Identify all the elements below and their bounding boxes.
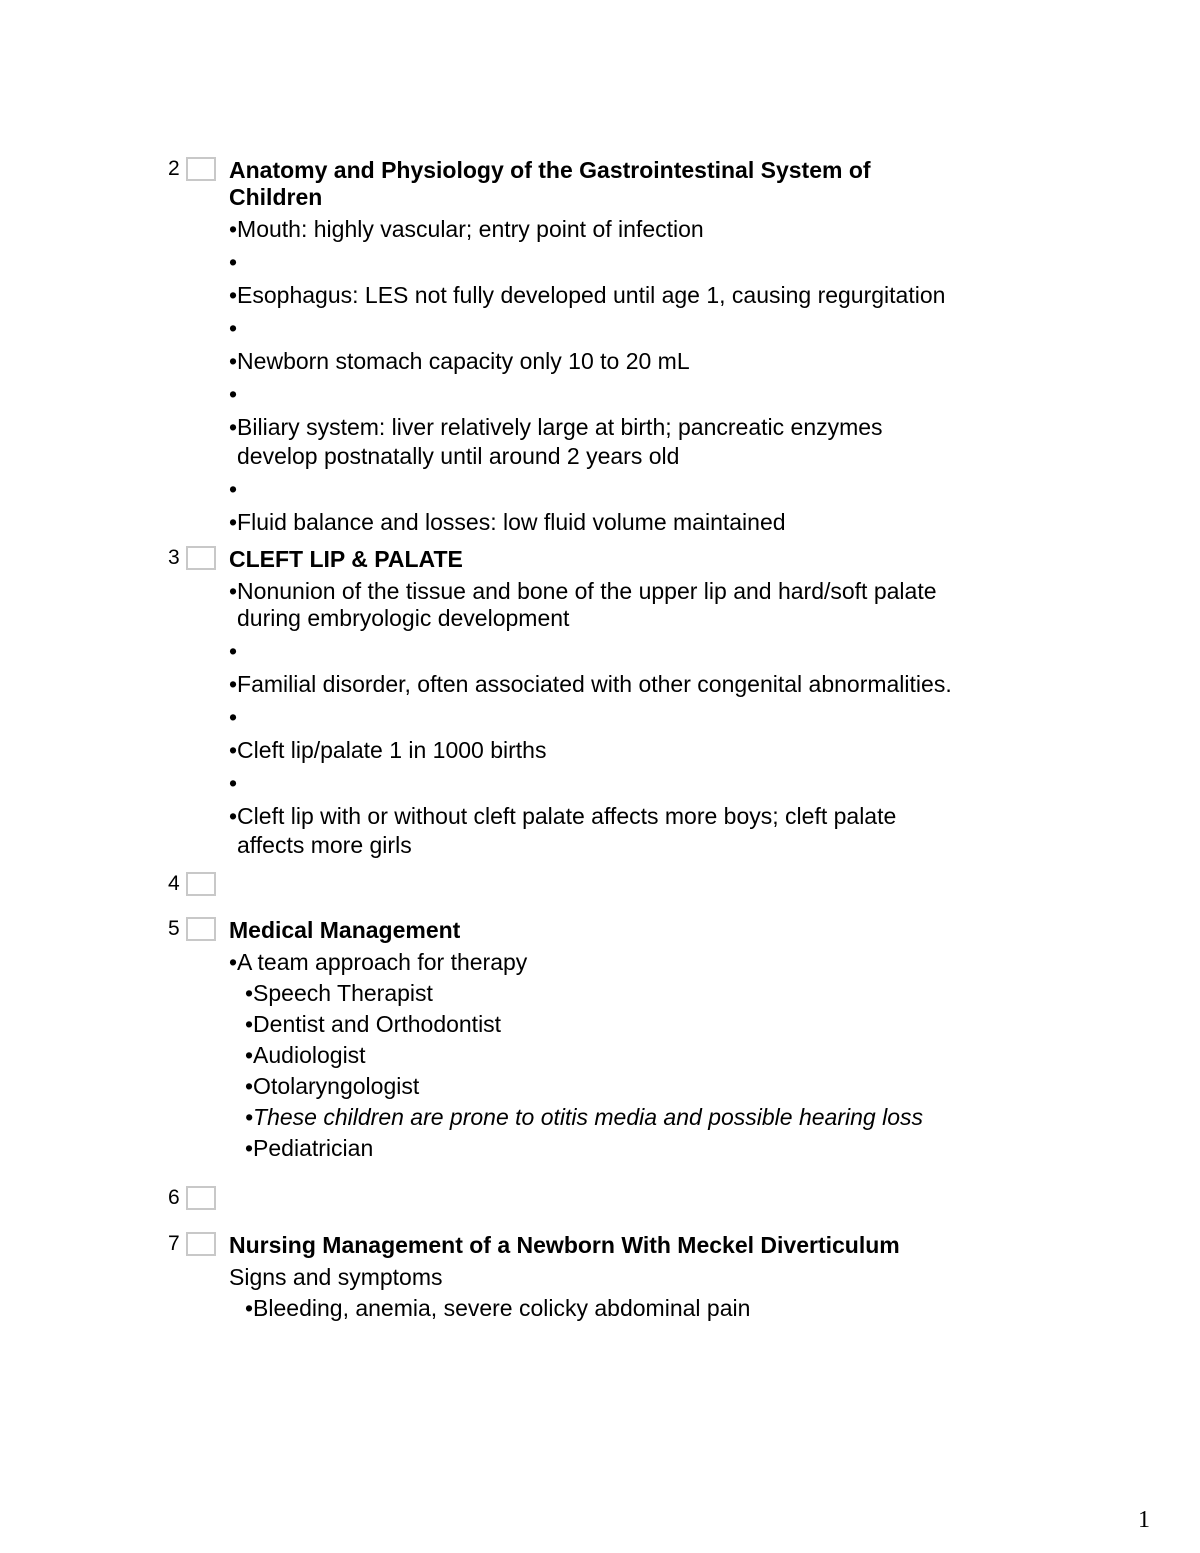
bullet-line: •Cleft lip/palate 1 in 1000 births — [229, 737, 547, 763]
slide-notes — [229, 546, 1069, 859]
bullet-line: during embryologic development — [237, 605, 570, 631]
slide-number: 5 — [168, 917, 180, 940]
bullet-line: •Otolaryngologist — [245, 1073, 420, 1099]
slide-thumbnail — [186, 546, 216, 570]
slide-title: Nursing Management of a Newborn With Meckel Diverticulum — [229, 1232, 900, 1258]
slide-number: 7 — [168, 1232, 180, 1255]
bullet-line: •Mouth: highly vascular; entry point of infection — [229, 216, 704, 242]
slide-title: Anatomy and Physiology of the Gastrointestinal System of Children — [229, 157, 871, 210]
slide-notes — [229, 917, 1069, 1162]
slide-thumbnail — [186, 872, 216, 896]
slide-number: 3 — [168, 546, 180, 569]
slide-title: Medical Management — [229, 917, 461, 943]
slide-notes — [229, 1232, 1069, 1322]
page-number: 1 — [1138, 1507, 1150, 1533]
bullet-line: • — [229, 315, 238, 341]
slide-title: CLEFT LIP & PALATE — [229, 546, 463, 572]
bullet-line: •Biliary system: liver relatively large at birth; pancreatic enzymes — [229, 414, 883, 440]
bullet-line: •Nonunion of the tissue and bone of the upper lip and hard/soft palate — [229, 578, 937, 604]
bullet-line: • — [229, 770, 238, 796]
bullet-line: •Esophagus: LES not fully developed until age 1, causing regurgitation — [229, 282, 946, 308]
bullet-line: • — [229, 381, 238, 407]
bullet-line: • — [229, 476, 238, 502]
bullet-line: •Bleeding, anemia, severe colicky abdominal pain — [245, 1295, 751, 1321]
bullet-line: •Dentist and Orthodontist — [245, 1011, 502, 1037]
bullet-line: •A team approach for therapy — [229, 949, 528, 975]
bullet-line: • — [229, 704, 238, 730]
slide-number: 4 — [168, 872, 180, 895]
bullet-line: develop postnatally until around 2 years old — [237, 443, 680, 469]
slide-thumbnail — [186, 157, 216, 181]
bullet-line: • — [229, 249, 238, 275]
bullet-line: •Fluid balance and losses: low fluid volume maintained — [229, 509, 786, 535]
subheading-line: Signs and symptoms — [229, 1264, 443, 1290]
slide-thumbnail — [186, 917, 216, 941]
bullet-line: •Familial disorder, often associated with other congenital abnormalities. — [229, 671, 952, 697]
bullet-line: •Speech Therapist — [245, 980, 433, 1006]
bullet-line: •These children are prone to otitis media and possible hearing loss — [245, 1104, 923, 1130]
bullet-line: affects more girls — [237, 832, 412, 858]
bullet-line: •Audiologist — [245, 1042, 366, 1068]
bullet-line: •Pediatrician — [245, 1135, 374, 1161]
slide-thumbnail — [186, 1232, 216, 1256]
bullet-line: • — [229, 638, 238, 664]
slide-number: 6 — [168, 1186, 180, 1209]
slide-number: 2 — [168, 157, 180, 180]
slide-notes — [229, 157, 1069, 536]
bullet-line: •Newborn stomach capacity only 10 to 20 mL — [229, 348, 690, 374]
slide-thumbnail — [186, 1186, 216, 1210]
bullet-line: •Cleft lip with or without cleft palate affects more boys; cleft palate — [229, 803, 897, 829]
